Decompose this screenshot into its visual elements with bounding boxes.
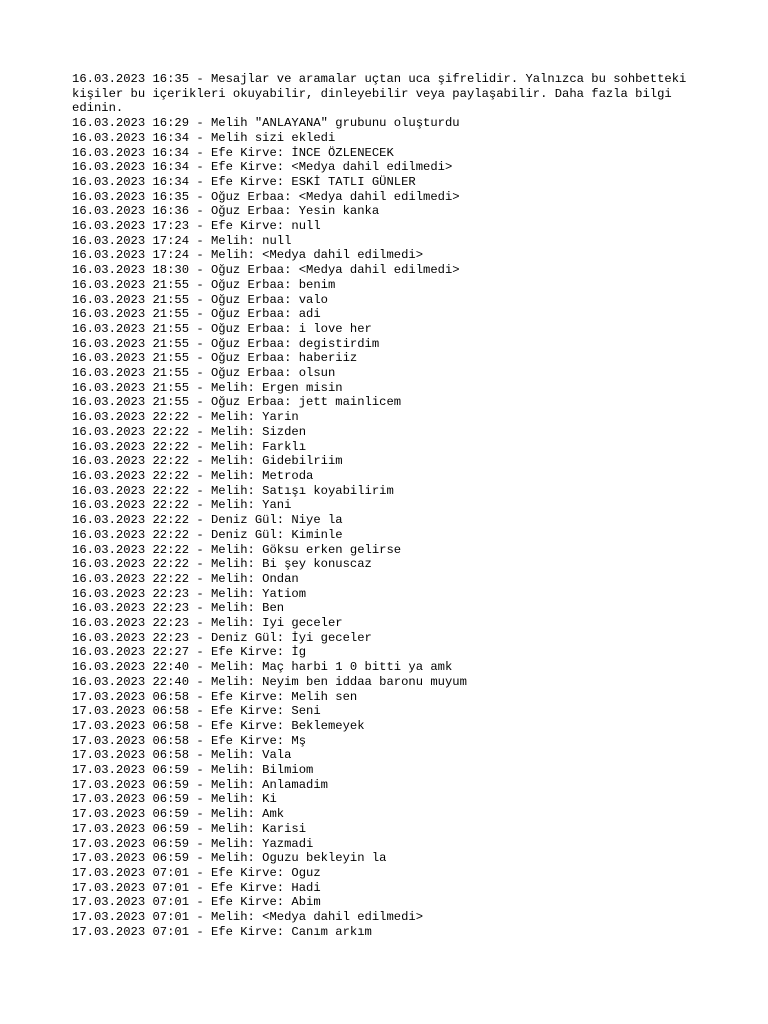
message-line: 16.03.2023 22:40 - Melih: Maç harbi 1 0 bitti ya amk	[72, 660, 453, 675]
message-line: 16.03.2023 22:23 - Melih: Yatiom	[72, 586, 307, 601]
message-line: 16.03.2023 22:22 - Melih: Göksu erken gelirse	[72, 542, 402, 557]
message-line: 16.03.2023 22:22 - Deniz Gül: Niye la	[72, 513, 343, 528]
message-line: 17.03.2023 06:59 - Melih: Ki	[72, 792, 277, 807]
message-line: 16.03.2023 17:23 - Efe Kirve: null	[72, 219, 321, 234]
message-line: 17.03.2023 07:01 - Efe Kirve: Hadi	[72, 880, 321, 895]
message-line: 17.03.2023 06:59 - Melih: Yazmadi	[72, 836, 314, 851]
message-line: 17.03.2023 06:59 - Melih: Oguzu bekleyin la	[72, 851, 387, 866]
message-line: 16.03.2023 22:22 - Melih: Farklı	[72, 439, 307, 454]
message-line: 16.03.2023 17:24 - Melih: null	[72, 233, 292, 248]
message-line: 17.03.2023 06:59 - Melih: Amk	[72, 807, 285, 822]
message-line: 17.03.2023 06:59 - Melih: Anlamadim	[72, 777, 328, 792]
message-line: 17.03.2023 06:58 - Efe Kirve: Mş	[72, 733, 307, 748]
message-line: 16.03.2023 22:22 - Melih: Satışı koyabilirim	[72, 483, 394, 498]
message-line: 16.03.2023 22:22 - Melih: Gidebilriim	[72, 454, 343, 469]
message-line: 16.03.2023 16:34 - Melih sizi ekledi	[72, 130, 336, 145]
message-line: 16.03.2023 16:34 - Efe Kirve: ESKİ TATLI GÜNLER	[72, 174, 416, 189]
message-line: 16.03.2023 21:55 - Oğuz Erbaa: olsun	[72, 366, 336, 381]
message-line: 16.03.2023 22:40 - Melih: Neyim ben iddaa baronu muyum	[72, 674, 467, 689]
message-line: 17.03.2023 06:58 - Efe Kirve: Seni	[72, 704, 321, 719]
message-line: 16.03.2023 16:35 - Oğuz Erbaa: <Medya dahil edilmedi>	[72, 189, 460, 204]
chat-export-document	[72, 72, 696, 939]
message-line: 17.03.2023 06:58 - Melih: Vala	[72, 748, 292, 763]
message-line: 17.03.2023 06:58 - Efe Kirve: Melih sen	[72, 689, 358, 704]
message-line: 16.03.2023 21:55 - Melih: Ergen misin	[72, 380, 343, 395]
message-line: 16.03.2023 22:22 - Deniz Gül: Kiminle	[72, 527, 343, 542]
message-line: 16.03.2023 22:22 - Melih: Bi şey konuscaz	[72, 557, 372, 572]
message-line: 16.03.2023 21:55 - Oğuz Erbaa: adi	[72, 307, 321, 322]
message-line: 16.03.2023 16:36 - Oğuz Erbaa: Yesin kanka	[72, 204, 380, 219]
message-line: 17.03.2023 07:01 - Efe Kirve: Canım arkım	[72, 924, 372, 939]
message-line: 16.03.2023 22:27 - Efe Kirve: İg	[72, 645, 307, 660]
message-line: 16.03.2023 22:22 - Melih: Yani	[72, 498, 292, 513]
message-line: 17.03.2023 06:59 - Melih: Bilmiom	[72, 763, 314, 778]
message-line: 16.03.2023 17:24 - Melih: <Medya dahil edilmedi>	[72, 248, 424, 263]
message-line: 16.03.2023 22:23 - Melih: Iyi geceler	[72, 616, 343, 631]
message-line: 16.03.2023 16:34 - Efe Kirve: İNCE ÖZLENECEK	[72, 145, 394, 160]
message-line: 16.03.2023 21:55 - Oğuz Erbaa: valo	[72, 292, 328, 307]
message-line: 16.03.2023 21:55 - Oğuz Erbaa: i love her	[72, 321, 372, 336]
message-line: 16.03.2023 21:55 - Oğuz Erbaa: jett mainlicem	[72, 395, 402, 410]
message-line: 16.03.2023 16:29 - Melih "ANLAYANA" grubunu oluşturdu	[72, 116, 460, 131]
message-line: 16.03.2023 22:22 - Melih: Metroda	[72, 468, 314, 483]
message-line: 16.03.2023 22:22 - Melih: Sizden	[72, 424, 307, 439]
message-line: 16.03.2023 22:22 - Melih: Yarin	[72, 410, 299, 425]
message-line: 16.03.2023 22:23 - Melih: Ben	[72, 601, 285, 616]
message-line: 16.03.2023 18:30 - Oğuz Erbaa: <Medya dahil edilmedi>	[72, 263, 460, 278]
message-line: 16.03.2023 16:34 - Efe Kirve: <Medya dahil edilmedi>	[72, 160, 453, 175]
message-line: 17.03.2023 07:01 - Melih: <Medya dahil edilmedi>	[72, 910, 424, 925]
message-line: 17.03.2023 07:01 - Efe Kirve: Oguz	[72, 865, 321, 880]
message-line: 17.03.2023 07:01 - Efe Kirve: Abim	[72, 895, 321, 910]
message-line: 17.03.2023 06:58 - Efe Kirve: Beklemeyek	[72, 718, 365, 733]
encryption-notice: 16.03.2023 16:35 - Mesajlar ve aramalar uçtan uca şifrelidir. Yalnızca bu sohbetteki kişiler bu içerikleri okuyabilir, dinleyebilir veya paylaşabilir. Daha fazla bilgi edinin.	[72, 72, 694, 116]
message-list	[72, 116, 696, 939]
message-line: 16.03.2023 21:55 - Oğuz Erbaa: degistirdim	[72, 336, 380, 351]
message-line: 16.03.2023 22:23 - Deniz Gül: İyi geceler	[72, 630, 372, 645]
message-line: 16.03.2023 21:55 - Oğuz Erbaa: benim	[72, 277, 336, 292]
message-line: 17.03.2023 06:59 - Melih: Karisi	[72, 821, 307, 836]
message-line: 16.03.2023 22:22 - Melih: Ondan	[72, 571, 299, 586]
message-line: 16.03.2023 21:55 - Oğuz Erbaa: haberiiz	[72, 351, 358, 366]
